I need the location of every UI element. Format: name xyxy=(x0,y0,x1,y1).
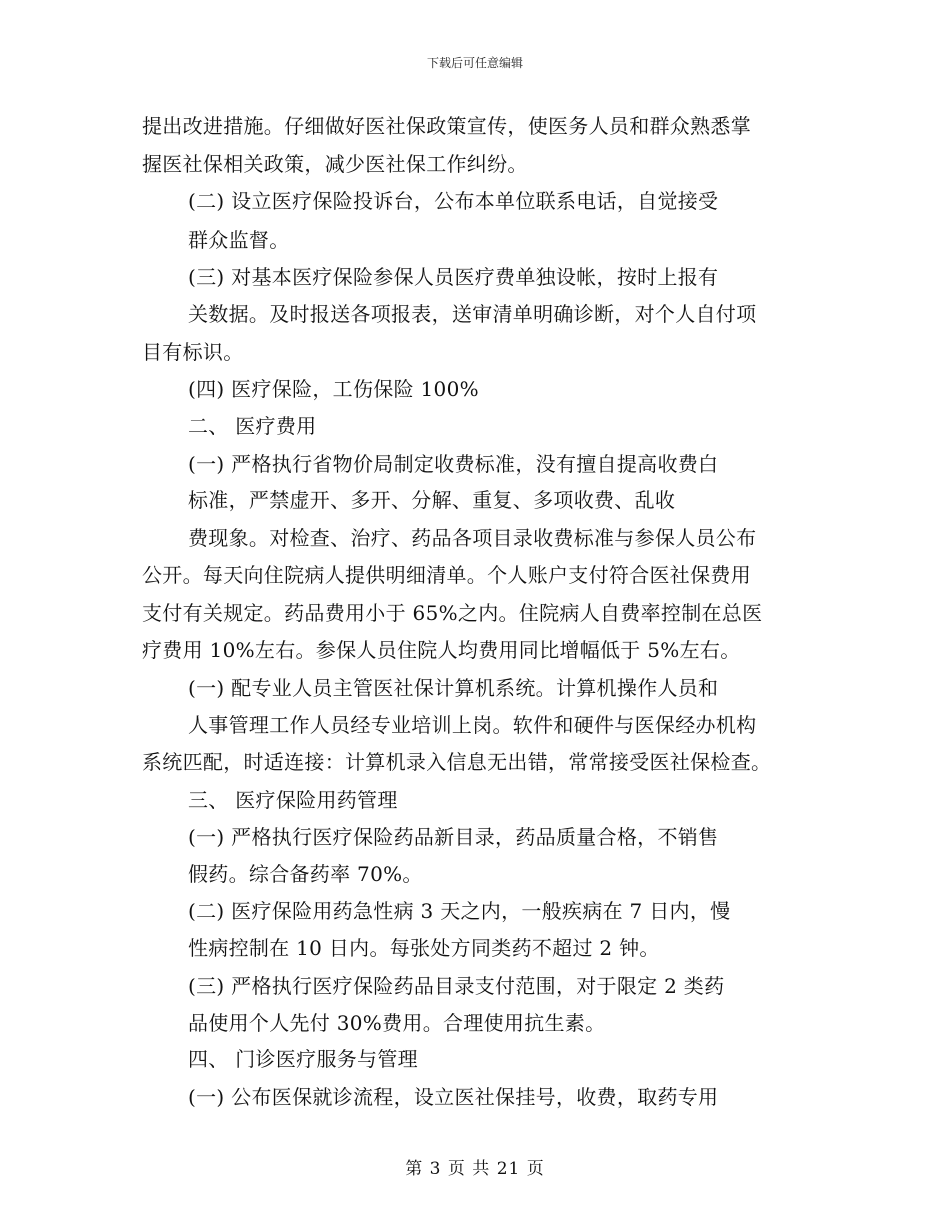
text-line: (一) 配专业人员主管医社保计算机系统。计算机操作人员和 xyxy=(188,676,719,700)
text-line: 群众监督。 xyxy=(188,228,290,252)
text-line: 费现象。对检查、治疗、药品各项目录收费标准与参保人员公布 xyxy=(188,526,757,550)
text-line: (二) 医疗保险用药急性病 3 天之内，一般疾病在 7 日内，慢 xyxy=(188,899,731,923)
text-line: 标准，严禁虚开、多开、分解、重复、多项收费、乱收 xyxy=(188,488,676,512)
text-line: (二) 设立医疗保险投诉台，公布本单位联系电话，自觉接受 xyxy=(188,189,719,213)
text-line: (一) 公布医保就诊流程，设立医社保挂号，收费，取药专用 xyxy=(188,1085,719,1109)
text-line: 目有标识。 xyxy=(142,340,244,364)
text-line: (四) 医疗保险，工伤保险 100% xyxy=(188,377,479,401)
text-line: (三) 对基本医疗保险参保人员医疗费单独设帐，按时上报有 xyxy=(188,265,719,289)
text-line: 性病控制在 10 日内。每张处方同类药不超过 2 钟。 xyxy=(188,936,660,960)
text-line: 关数据。及时报送各项报表，送审清单明确诊断，对个人自付项 xyxy=(188,302,757,326)
page-header: 下载后可任意编辑 xyxy=(426,56,523,70)
section-heading: 四、 门诊医疗服务与管理 xyxy=(188,1047,418,1071)
text-line: 系统匹配，时适连接：计算机录入信息无出错，常常接受医社保检查。 xyxy=(142,750,772,774)
text-line: 品使用个人先付 30%费用。合理使用抗生素。 xyxy=(188,1011,606,1035)
section-heading: 二、 医疗费用 xyxy=(188,414,317,438)
text-line: 假药。综合备药率 70%。 xyxy=(188,862,423,886)
text-line: 人事管理工作人员经专业培训上岗。软件和硬件与医保经办机构 xyxy=(188,713,757,737)
text-line: (三) 严格执行医疗保险药品目录支付范围，对于限定 2 类药 xyxy=(188,974,725,998)
text-line: 疗费用 10%左右。参保人员住院人均费用同比增幅低于 5%左右。 xyxy=(142,638,741,662)
text-line: 提出改进措施。仔细做好医社保政策宣传，使医务人员和群众熟悉掌 xyxy=(142,114,751,138)
text-line: (一) 严格执行省物价局制定收费标准，没有擅自提高收费白 xyxy=(188,452,719,476)
page-footer: 第 3 页 共 21 页 xyxy=(405,1159,545,1179)
text-line: 握医社保相关政策，减少医社保工作纠纷。 xyxy=(142,152,528,176)
text-line: 支付有关规定。药品费用小于 65%之内。住院病人自费率控制在总医 xyxy=(142,601,763,625)
section-heading: 三、 医疗保险用药管理 xyxy=(188,788,398,812)
text-line: (一) 严格执行医疗保险药品新目录，药品质量合格，不销售 xyxy=(188,825,719,849)
text-line: 公开。每天向住院病人提供明细清单。个人账户支付符合医社保费用 xyxy=(142,563,751,587)
